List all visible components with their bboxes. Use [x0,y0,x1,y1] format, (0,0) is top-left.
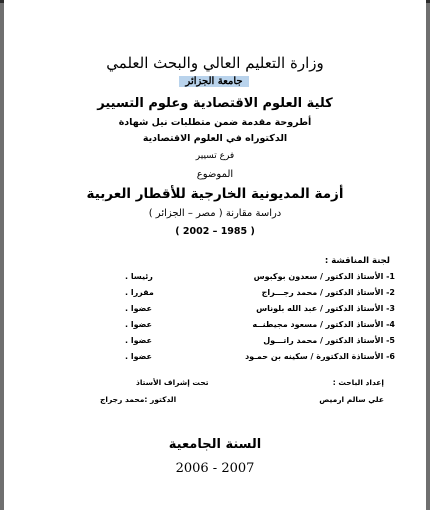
study-years: ( 1985 – 2002 ) [175,226,255,237]
member-role: عضوا . [125,352,152,361]
committee-member [4,288,426,302]
subject-label: الموضوع [196,169,234,180]
document-page[interactable] [4,0,426,510]
committee-heading: لجنة المناقشة : [324,256,390,266]
member-name: 1- الأستاذ الدكتور / سعدون بوكبوس [253,272,395,281]
committee-member [4,352,426,366]
supervisor-name: الدكتور :محمد رجراج [100,395,177,404]
member-name: 3- الأستاذ الدكتور / عبد الله بلوناس [256,304,395,313]
member-role: عضوا . [125,336,152,345]
member-role: عضوا . [125,304,152,313]
committee-member [4,272,426,286]
prepared-by-name: علي سالم ارميص [319,395,384,404]
member-name: 6- الأستاذة الدكتورة / سكينه بن حمـود [245,352,395,361]
supervisor-label: تحت إشراف الأستاذ [136,378,209,387]
thesis-purpose-line: أطروحة مقدمة ضمن متطلبات نيل شهادة [118,117,312,128]
prepared-by-label: إعداد الباحث : [332,378,384,387]
academic-year-label: السنة الجامعية [168,437,262,452]
university-name: جامعة الجزائر [179,76,249,87]
faculty-name: كلية العلوم الاقتصادية وعلوم التسيير [97,96,333,111]
member-name: 2- الأستاذ الدكتور / محمد رجـــراج [261,288,395,297]
branch-line: فرع تسيير [195,151,235,161]
thesis-title: أزمة المديونية الخارجية للأقطار العربية [86,186,344,202]
academic-year-value: 2006 - 2007 [175,461,255,476]
committee-member [4,336,426,350]
committee-member [4,320,426,334]
ministry-name: وزارة التعليم العالي والبحث العلمي [106,54,324,72]
committee-member [4,304,426,318]
member-role: مقررا . [125,288,154,297]
member-name: 5- الأستاذ الدكتور / محمد راتـــول [263,336,395,345]
member-role: رئيسا . [125,272,153,281]
study-subtitle: دراسة مقارنة ( مصر – الجزائر ) [148,208,282,219]
member-role: عضوا . [125,320,152,329]
degree-line: الدكتوراه في العلوم الاقتصادية [142,133,288,144]
member-name: 4- الأستاذ الدكتور / مسعود مجيطنــه [252,320,395,329]
